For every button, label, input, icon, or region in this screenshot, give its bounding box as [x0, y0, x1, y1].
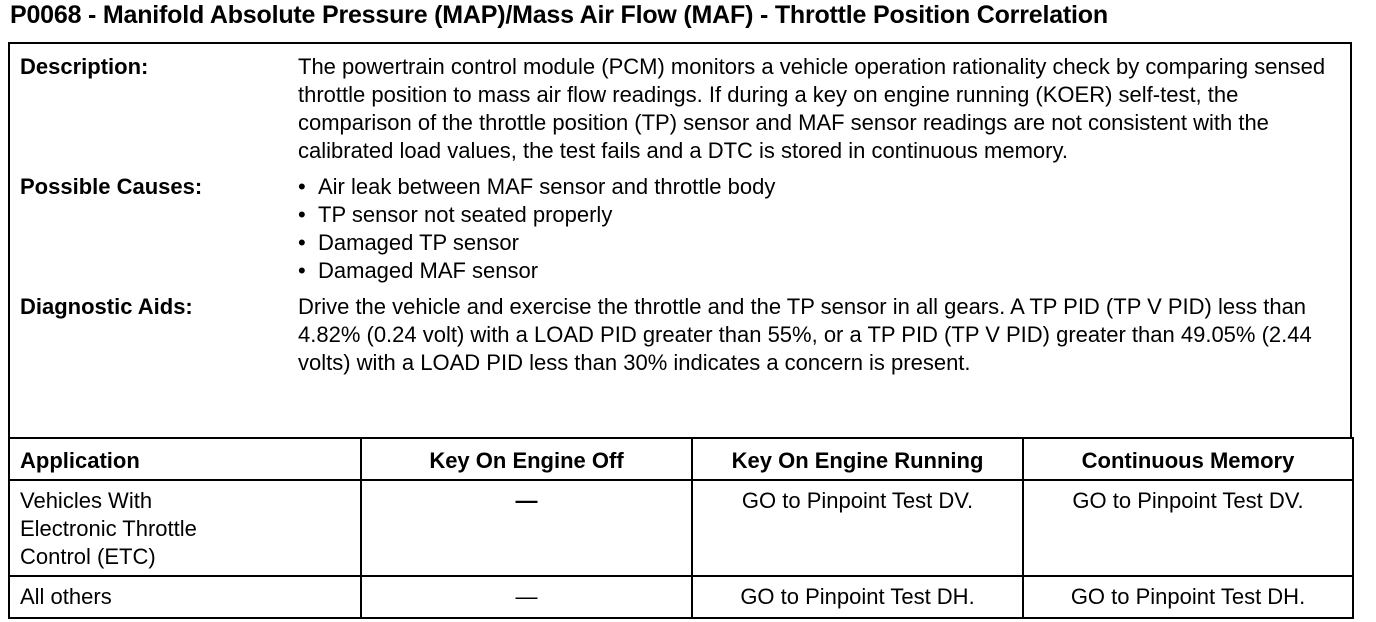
cell-application: Vehicles With Electronic Throttle Control (ETC) — [9, 480, 361, 576]
possible-causes-row — [10, 173, 1350, 285]
header-application: Application — [9, 438, 361, 480]
list-item: • TP sensor not seated properly — [298, 201, 1342, 229]
description-row — [10, 44, 1350, 165]
list-item: • Damaged TP sensor — [298, 229, 1342, 257]
cell-koer: GO to Pinpoint Test DV. — [692, 480, 1023, 576]
possible-causes-list — [298, 173, 1342, 285]
list-item: • Damaged MAF sensor — [298, 257, 1342, 285]
cell-continuous-memory: GO to Pinpoint Test DV. — [1023, 480, 1353, 576]
description-text: The powertrain control module (PCM) monitors a vehicle operation rationality check by comparing sensed throttle position to mass air flow readings. If during a key on engine running (KOER) self-test, the comparison of the throttle position (TP) sensor and MAF sensor readings are not consistent with the calibrated load values, the test fails and a DTC is stored in continuous memory. — [298, 54, 1326, 163]
cell-koer: GO to Pinpoint Test DH. — [692, 576, 1023, 618]
table-header-row — [9, 438, 1353, 480]
diagnostic-aids-row — [10, 293, 1350, 377]
diagnostic-aids-text: Drive the vehicle and exercise the throttle and the TP sensor in all gears. A TP PID (TP V PID) less than 4.82% (0.24 volt) with a LOAD PID greater than 55%, or a TP PID (TP V PID) greater than 49.05% (2.44 volts) with a LOAD PID less than 30% indicates a concern is present. — [298, 294, 1312, 375]
diagnostic-aids-label: Diagnostic Aids: — [20, 294, 193, 319]
cell-koeo: — — [361, 480, 692, 576]
page-title: P0068 - Manifold Absolute Pressure (MAP)/Mass Air Flow (MAF) - Throttle Position Correlation — [10, 1, 1108, 29]
cell-continuous-memory: GO to Pinpoint Test DH. — [1023, 576, 1353, 618]
cell-application: All others — [9, 576, 361, 618]
table-row — [9, 480, 1353, 576]
possible-causes-list-wrap — [288, 173, 1350, 285]
cell-koeo: — — [361, 576, 692, 618]
application-table — [8, 437, 1354, 619]
header-continuous-memory: Continuous Memory — [1023, 438, 1353, 480]
description-label: Description: — [20, 54, 149, 79]
info-box — [8, 42, 1352, 437]
possible-causes-label: Possible Causes: — [20, 174, 203, 199]
table-row — [9, 576, 1353, 618]
header-koer: Key On Engine Running — [692, 438, 1023, 480]
header-koeo: Key On Engine Off — [361, 438, 692, 480]
list-item: • Air leak between MAF sensor and throttle body — [298, 173, 1342, 201]
